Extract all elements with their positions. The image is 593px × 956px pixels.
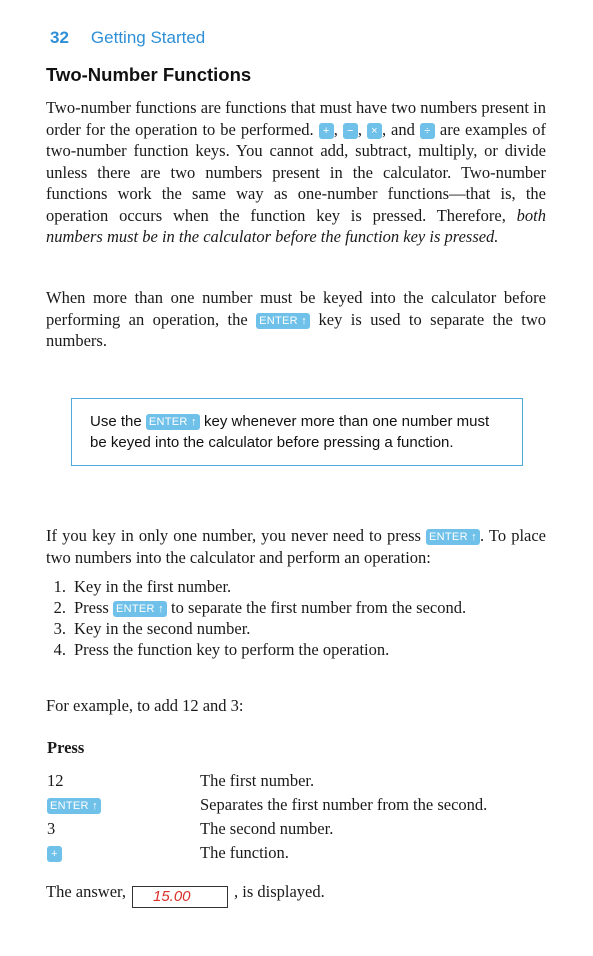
list-item [48,597,466,618]
page-number: 32 [50,28,69,47]
separator: , [357,119,367,139]
answer-text: , is displayed. [233,882,325,901]
step-number: 1. [53,577,66,596]
step-text: Key in the first number. [74,577,232,596]
plus-key-icon: + [319,123,334,139]
example-intro: For example, to add 12 and 3: [46,696,244,715]
enter-key-icon: ENTER ↑ [256,313,310,329]
step-text: Key in the second number. [74,619,251,638]
emphasis-text: both numbers must be in the calculator before the function key is pressed. [46,205,547,246]
example-row [47,819,334,839]
paragraph-intro [46,97,546,248]
example-row [47,843,289,863]
page-header [50,28,205,48]
row-description: The function. [200,843,289,862]
separator: , and [381,119,415,139]
answer-text: The answer, [46,882,126,901]
note-box [71,398,523,466]
times-key-icon: × [367,123,382,139]
step-text-part: to separate the first number from the second. [171,598,467,617]
divide-key-icon: ÷ [420,123,435,139]
enter-key-icon: ENTER ↑ [426,529,480,545]
minus-key-icon: − [343,123,358,139]
separator: , [333,119,343,139]
paragraph-text: When more than one number must be keyed into the calculator before performing an operation, the [46,288,546,329]
paragraph-text: Two-number functions are functions that must have two numbers present in order for the operation to be performed. [46,98,546,139]
press-heading: Press [47,738,85,757]
heading: Two-Number Functions [46,64,252,85]
section-title: Getting Started [90,28,206,47]
note-text: key whenever more than one number must be keyed into the calculator before pressing a function. [90,413,490,451]
step-text [74,597,466,618]
step-number: 2. [53,598,66,617]
paragraph-text: are examples of two-number function keys. You cannot add, subtract, multiply, or divide unless there are two numbers present in the calculator. Two-number functions work the same way as one-number functions—that is, the operation occurs when the function key is pressed. Therefore, [46,119,547,225]
row-description: Separates the first number from the second. [200,795,488,814]
example-row [47,771,315,791]
paragraph-text: key is used to separate the two numbers. [46,309,546,350]
list-item [48,618,466,639]
paragraph-text: . To place two numbers into the calculator and perform an operation: [46,526,546,567]
enter-key-icon: ENTER ↑ [146,414,200,430]
row-description: The first number. [200,771,315,790]
step-text: Press the function key to perform the operation. [74,640,390,659]
enter-key-icon: ENTER ↑ [113,601,167,617]
input-value: 3 [47,819,56,838]
calculator-display: 15.00 [132,886,228,908]
paragraph-enter [46,287,546,352]
steps-list [48,576,466,660]
paragraph-text: If you key in only one number, you never need to press [46,526,421,545]
example-row [47,795,488,815]
step-number: 4. [53,640,66,659]
enter-key-icon: ENTER ↑ [47,798,101,814]
list-item [48,639,466,660]
plus-key-icon: + [47,846,62,862]
row-description: The second number. [200,819,334,838]
paragraph-steps-intro [46,525,546,568]
step-number: 3. [53,619,66,638]
note-text: Use the [90,413,142,430]
answer-line [46,881,546,908]
input-value: 12 [47,771,64,790]
step-text-part: Press [74,598,109,617]
list-item [48,576,466,597]
